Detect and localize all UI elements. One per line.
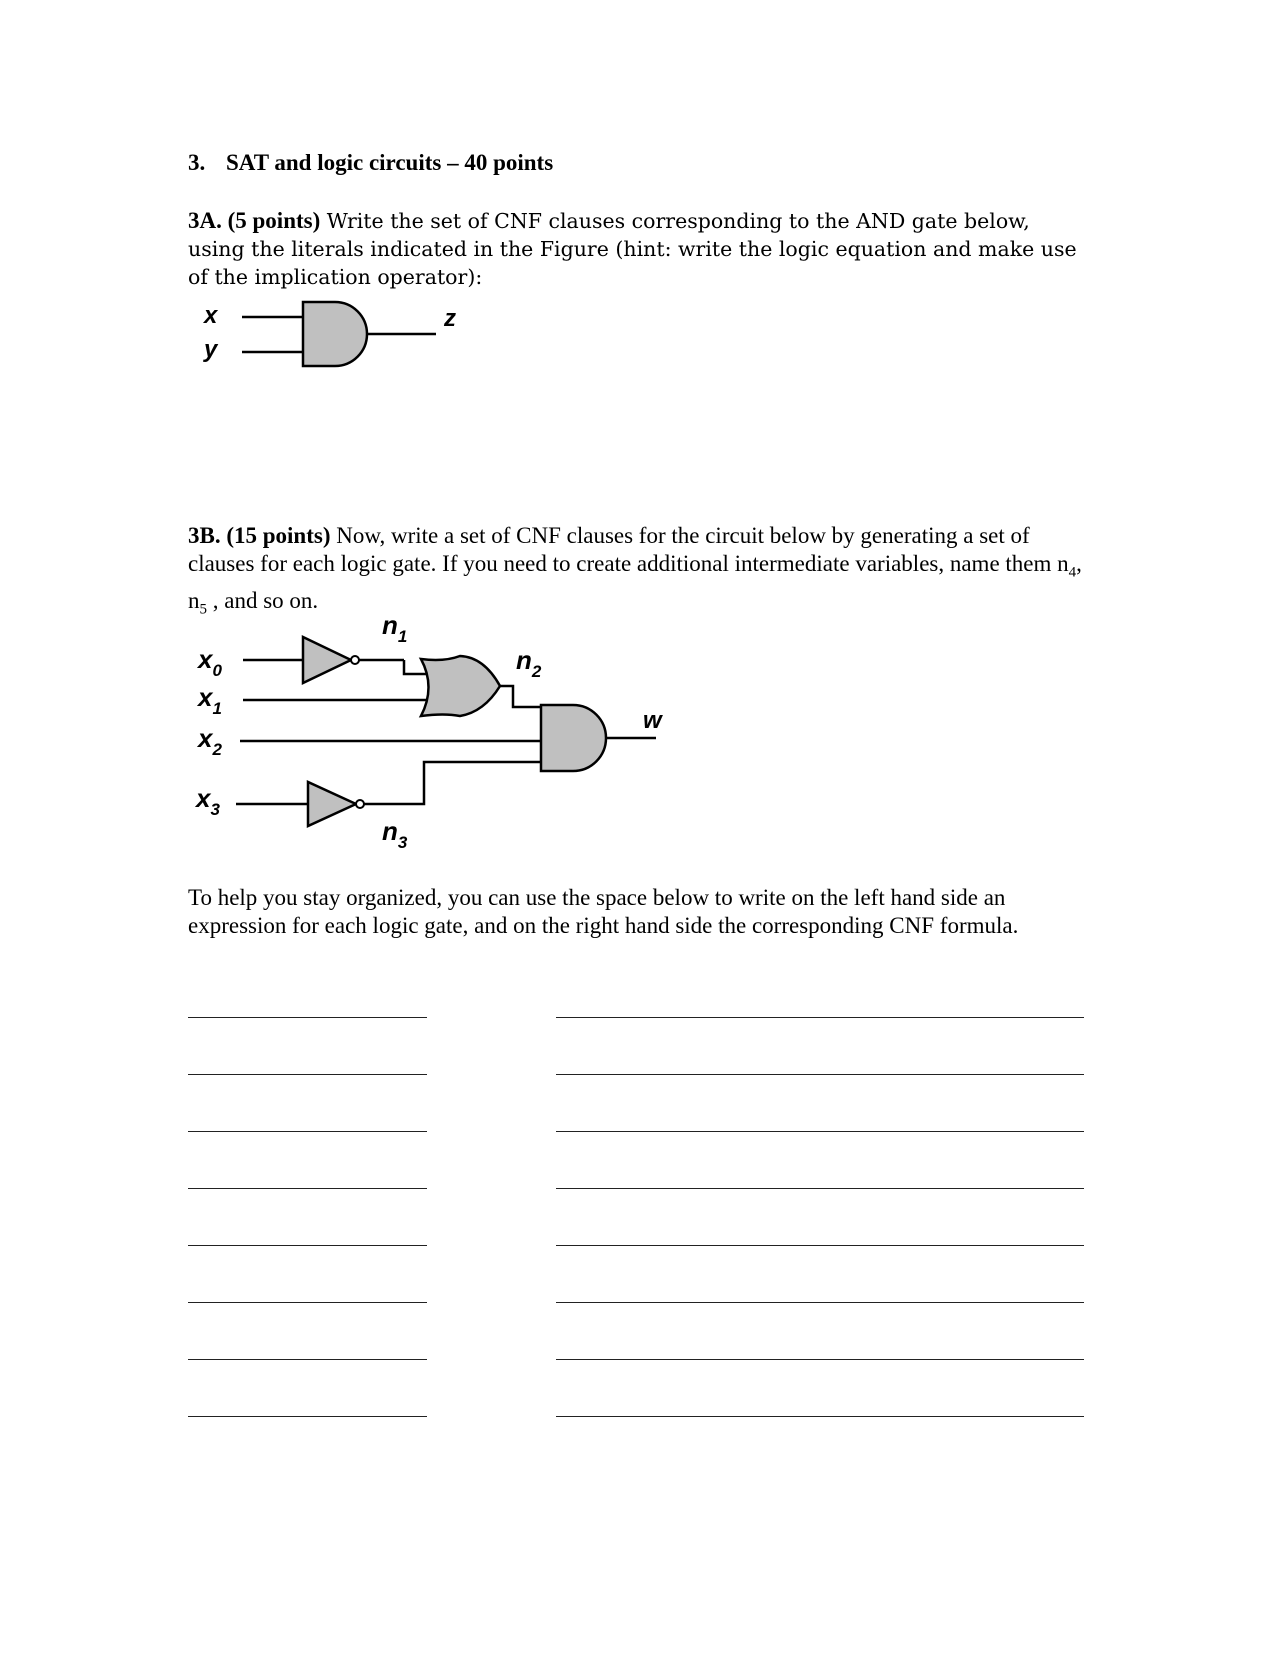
circuit-figure: [188, 612, 688, 852]
part-a-text: [188, 207, 1088, 291]
label-x3: $x_3$: [196, 783, 220, 819]
part-b-sep: , n: [188, 551, 1082, 613]
label-x1: $x_1$: [198, 682, 222, 718]
answer-line-left[interactable]: [188, 1416, 427, 1417]
label-w: w: [643, 707, 662, 734]
question-number: 3.: [188, 150, 206, 175]
answer-line-right[interactable]: [556, 1359, 1084, 1360]
label-z: z: [444, 305, 456, 332]
answer-line-left[interactable]: [188, 1302, 427, 1303]
label-n1: $n_1$: [382, 612, 408, 646]
part-a-body: Write the set of CNF clauses corresponding to the AND gate below, using the literals indicated in the Figure (hint: write the logic equation and make use of the implication operator):: [188, 209, 1077, 289]
answer-line-left[interactable]: [188, 1074, 427, 1075]
answer-line-right[interactable]: [556, 1416, 1084, 1417]
answer-line-right[interactable]: [556, 1131, 1084, 1132]
part-a-label: 3A. (5 points): [188, 208, 321, 233]
answer-line-right[interactable]: [556, 1302, 1084, 1303]
part-b-label: 3B. (15 points): [188, 523, 331, 548]
answer-line-left[interactable]: [188, 1131, 427, 1132]
answer-line-right[interactable]: [556, 1074, 1084, 1075]
answer-line-left[interactable]: [188, 1359, 427, 1360]
question-title: [188, 150, 553, 176]
answer-line-left[interactable]: [188, 1245, 427, 1246]
question-title-text: SAT and logic circuits – 40 points: [226, 150, 554, 175]
answer-line-left[interactable]: [188, 1017, 427, 1018]
and-gate-icon: [303, 302, 367, 366]
part-b-sub-5: 5: [199, 601, 207, 618]
or-gate-icon: [421, 656, 500, 716]
answer-line-right[interactable]: [556, 1245, 1084, 1246]
not-gate-2-icon: [308, 782, 356, 826]
not-gate-1-icon: [303, 637, 351, 683]
part-b-text: [188, 522, 1088, 623]
label-x0: $x_0$: [198, 644, 222, 680]
and-gate-figure: [190, 295, 470, 375]
and-gate-2-icon: [541, 705, 606, 771]
label-y: y: [204, 336, 218, 363]
label-n2: $n_2$: [516, 645, 542, 681]
answer-line-left[interactable]: [188, 1188, 427, 1189]
label-x: x: [204, 302, 218, 329]
part-b-sub-4: 4: [1068, 564, 1077, 581]
part-b-body-end: , and so on.: [207, 587, 319, 613]
label-x2: $x_2$: [198, 723, 222, 759]
answer-line-right[interactable]: [556, 1188, 1084, 1189]
instructions-text: To help you stay organized, you can use the space below to write on the left hand side an expression for each logic gate, and on the right hand side the corresponding CNF formula.: [188, 885, 1019, 938]
label-n3: $n_3$: [382, 816, 408, 852]
answer-line-right[interactable]: [556, 1017, 1084, 1018]
part-b-body: Now, write a set of CNF clauses for the circuit below by generating a set of clauses for each logic gate. If you need to create additional intermediate variables, name them n: [188, 523, 1069, 576]
